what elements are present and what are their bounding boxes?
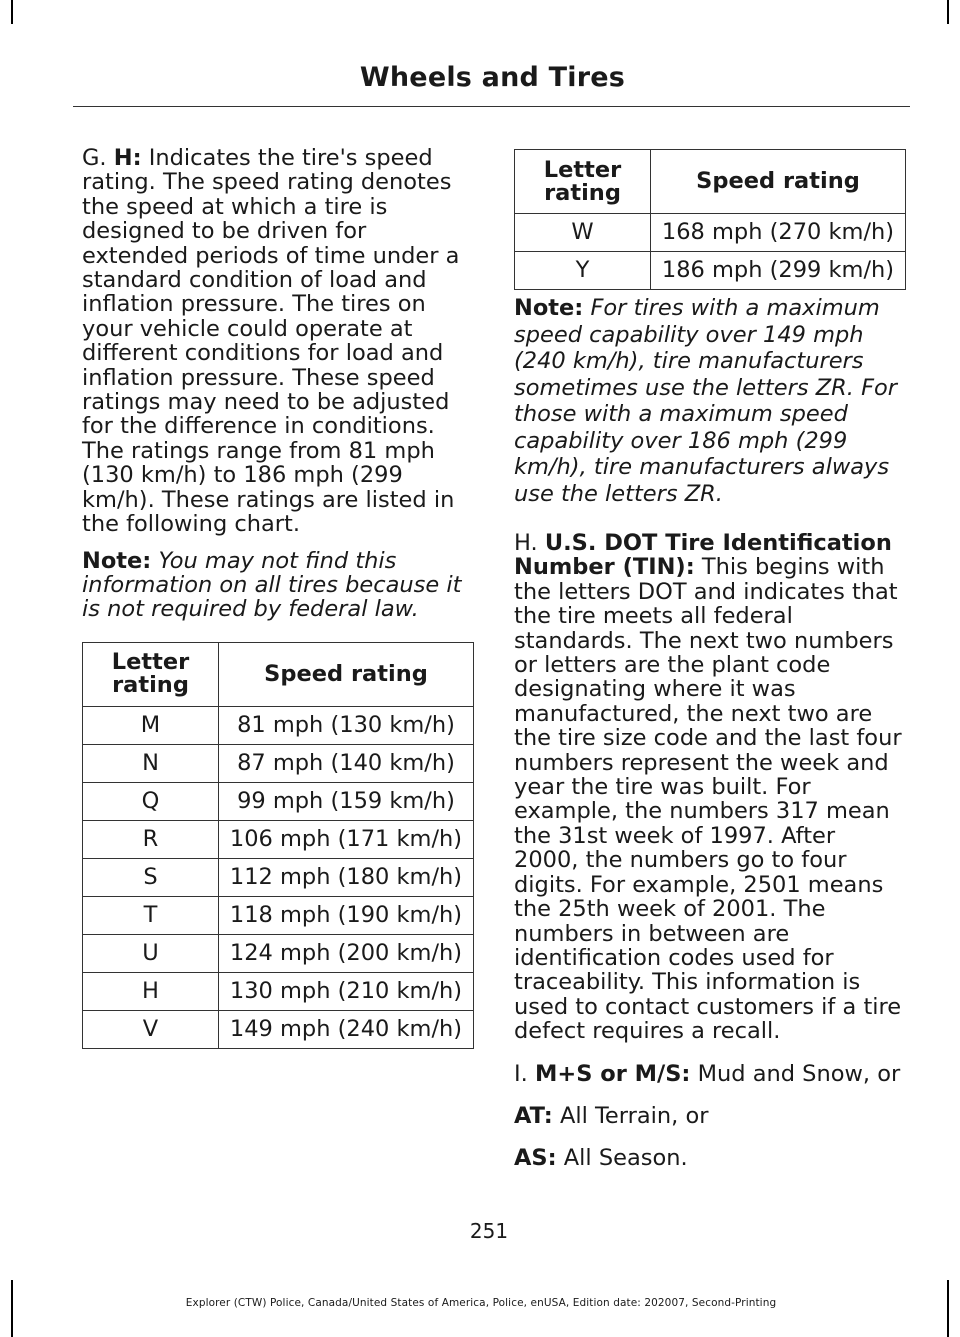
all-terrain-text: All Terrain, or bbox=[552, 1102, 709, 1129]
table-row bbox=[515, 252, 906, 290]
speed-rating-cell: 112 mph (180 km/h) bbox=[219, 858, 474, 896]
mud-snow-paragraph bbox=[514, 1062, 906, 1086]
letter-rating-cell: T bbox=[83, 896, 219, 934]
letter-rating-cell: S bbox=[83, 858, 219, 896]
item-prefix: H. bbox=[514, 530, 545, 556]
speed-rating-cell: 81 mph (130 km/h) bbox=[219, 706, 474, 744]
speed-rating-cell: 106 mph (171 km/h) bbox=[219, 820, 474, 858]
tin-label: U.S. DOT Tire Identification Number (TIN): bbox=[514, 530, 892, 581]
note-label: Note: bbox=[82, 547, 152, 574]
column-header-letter-rating: Letter rating bbox=[515, 150, 651, 214]
speed-rating-table-2 bbox=[514, 149, 906, 290]
speed-rating-table-1 bbox=[82, 642, 474, 1049]
letter-rating-cell: N bbox=[83, 744, 219, 782]
table-row bbox=[83, 706, 474, 744]
table-row bbox=[83, 744, 474, 782]
section-title: Wheels and Tires bbox=[359, 62, 625, 93]
speed-rating-cell: 186 mph (299 km/h) bbox=[651, 252, 906, 290]
letter-rating-cell: M bbox=[83, 706, 219, 744]
all-season-label: AS: bbox=[514, 1145, 557, 1172]
speed-rating-cell: 99 mph (159 km/h) bbox=[219, 782, 474, 820]
note-label: Note: bbox=[514, 295, 584, 321]
table-row bbox=[83, 972, 474, 1010]
note-text: For tires with a maximum speed capability over 149 mph (240 km/h), tire manufacturers sometimes use the letters ZR. For those with a maximum speed capability over 186 mph (299 km/h), tire manufacturers always use the letters ZR. bbox=[514, 295, 898, 507]
letter-rating-cell: H bbox=[83, 972, 219, 1010]
speed-rating-cell: 168 mph (270 km/h) bbox=[651, 214, 906, 252]
tin-text: This begins with the letters DOT and indicates that the tire meets all federal standards. The next two numbers or letters are the plant code designating where it was manufactured, the next two are the tire size code and the last four numbers represent the week and year the tire was built. For example, the numbers 317 mean the 31st week of 1997. After 2000, the numbers go to four digits. For example, 2501 means the 25th week of 2001. The numbers in between are identification codes used for traceability. This information is used to contact customers if a tire defect requires a recall. bbox=[514, 554, 902, 1045]
speed-rating-cell: 87 mph (140 km/h) bbox=[219, 744, 474, 782]
item-prefix: I. bbox=[514, 1060, 535, 1087]
letter-rating-cell: W bbox=[515, 214, 651, 252]
speed-rating-paragraph bbox=[82, 146, 474, 537]
table-row bbox=[83, 934, 474, 972]
table-row bbox=[83, 1010, 474, 1048]
right-column bbox=[514, 149, 906, 1183]
letter-rating-cell: Y bbox=[515, 252, 651, 290]
table-row bbox=[515, 214, 906, 252]
item-prefix: G. bbox=[82, 145, 114, 171]
table-row bbox=[83, 858, 474, 896]
federal-law-note bbox=[82, 549, 474, 622]
page-number: 251 bbox=[469, 1219, 509, 1243]
speed-rating-label: H: bbox=[113, 145, 142, 171]
all-season-paragraph bbox=[514, 1146, 906, 1170]
crop-mark-top-right bbox=[947, 0, 949, 24]
speed-rating-cell: 130 mph (210 km/h) bbox=[219, 972, 474, 1010]
all-season-text: All Season. bbox=[556, 1145, 688, 1172]
column-header-speed-rating: Speed rating bbox=[651, 150, 906, 214]
letter-rating-cell: V bbox=[83, 1010, 219, 1048]
header-divider bbox=[73, 106, 910, 107]
left-column bbox=[82, 146, 474, 1049]
speed-rating-cell: 124 mph (200 km/h) bbox=[219, 934, 474, 972]
speed-rating-text: Indicates the tire's speed rating. The speed rating denotes the speed at which a tire is designed to be driven for extended periods of time under a standard condition of load and inflation pressure. The tires on your vehicle could operate at different conditions for load and inflation pressure. These speed ratings may need to be adjusted for the difference in conditions. The ratings range from 81 mph (130 km/h) to 186 mph (299 km/h). These ratings are listed in the following chart. bbox=[82, 145, 460, 538]
table-row bbox=[83, 782, 474, 820]
tin-paragraph bbox=[514, 531, 906, 1044]
footer-edition-info: Explorer (CTW) Police, Canada/United States of America, Police, enUSA, Edition date: 202007, Second-Printing bbox=[185, 1297, 777, 1309]
letter-rating-cell: Q bbox=[83, 782, 219, 820]
letter-rating-cell: R bbox=[83, 820, 219, 858]
column-header-speed-rating: Speed rating bbox=[219, 642, 474, 706]
all-terrain-label: AT: bbox=[514, 1102, 553, 1129]
letter-rating-cell: U bbox=[83, 934, 219, 972]
all-terrain-paragraph bbox=[514, 1104, 906, 1128]
table-row bbox=[83, 896, 474, 934]
table-row bbox=[83, 820, 474, 858]
note-text: You may not find this information on all tires because it is not required by federal law. bbox=[82, 547, 462, 623]
speed-rating-cell: 149 mph (240 km/h) bbox=[219, 1010, 474, 1048]
mud-snow-label: M+S or M/S: bbox=[534, 1060, 691, 1087]
crop-mark-top-left bbox=[11, 0, 13, 24]
column-header-letter-rating: Letter rating bbox=[83, 642, 219, 706]
mud-snow-text: Mud and Snow, or bbox=[690, 1060, 901, 1087]
zr-note bbox=[514, 295, 906, 507]
speed-rating-cell: 118 mph (190 km/h) bbox=[219, 896, 474, 934]
